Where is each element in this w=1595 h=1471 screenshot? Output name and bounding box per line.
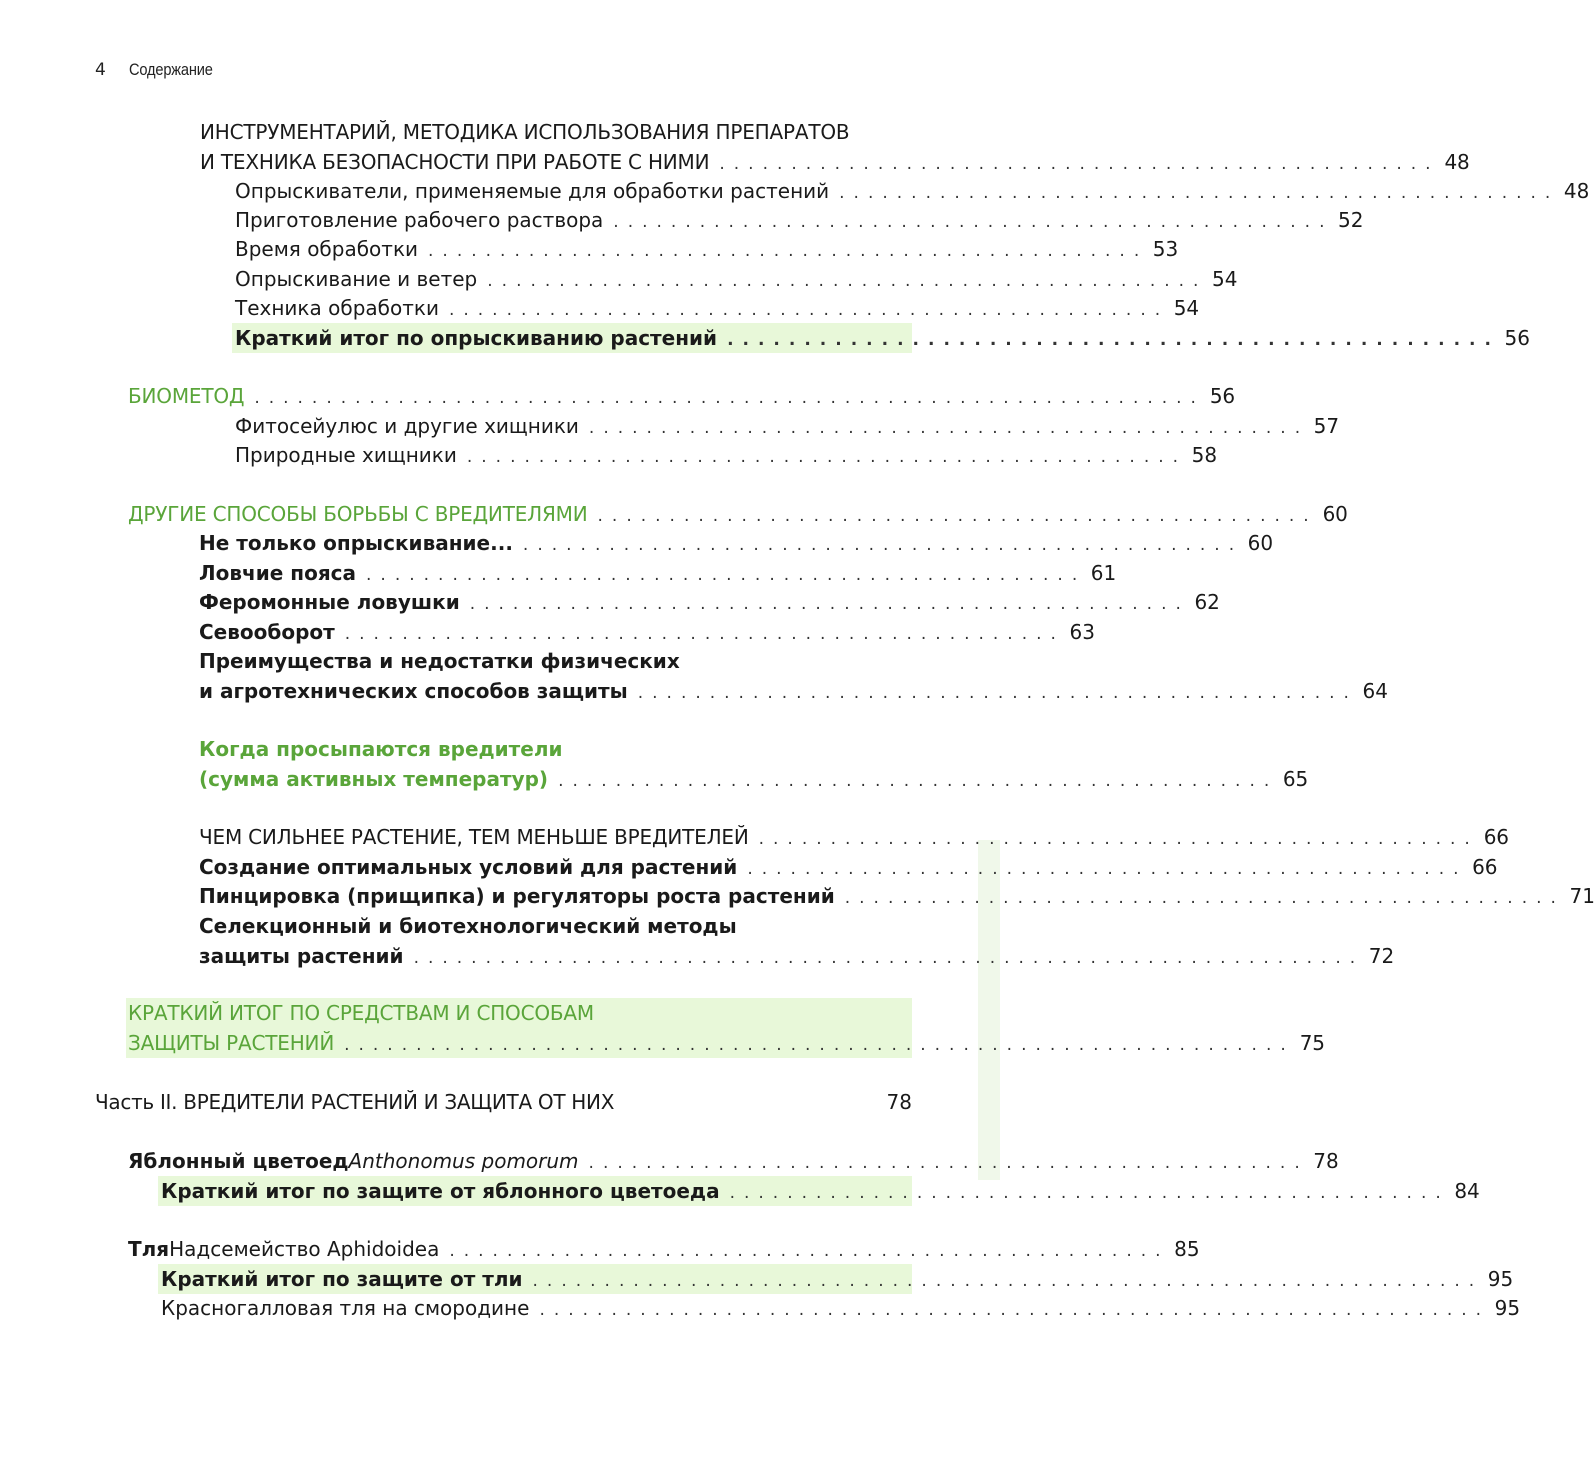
toc-entry-summary[interactable]: Краткий итог по опрыскиванию растений .................................................. 56 — [232, 323, 912, 353]
toc-entry-latin-name: Надсемейство Aphidoidea — [169, 1237, 440, 1261]
toc-page-number: 65 — [1282, 767, 1309, 791]
toc-page-number: 48 — [1563, 179, 1590, 203]
toc-entry[interactable]: Преимущества и недостатки физических и агротехнических способов защиты .................................................. 64 — [199, 646, 912, 706]
toc-entry-title: Фитосейулюс и другие хищники — [235, 414, 579, 438]
toc-entry-title: Севооборот — [199, 620, 335, 644]
toc-entry-title: (сумма активных температур) — [199, 767, 549, 791]
toc-entry-title: Яблонный цветоед — [128, 1149, 349, 1173]
toc-entry-title: КРАТКИЙ ИТОГ ПО СРЕДСТВАМ И СПОСОБАМ — [128, 1001, 594, 1025]
toc-part-heading[interactable] — [95, 1087, 912, 1117]
toc-entry-summary[interactable]: Краткий итог по защите от тли .................................................................. 95 — [158, 1264, 912, 1294]
page-title: Содержание — [128, 60, 213, 79]
page-header — [95, 60, 226, 80]
toc-page-number: 57 — [1313, 414, 1340, 438]
toc-page-number: 95 — [1494, 1296, 1521, 1320]
toc-page-number: 64 — [1362, 679, 1388, 703]
toc-entry-title: ЗАЩИТЫ РАСТЕНИЙ — [128, 1031, 335, 1055]
toc-page-number: 78 — [886, 1090, 912, 1114]
toc-page-number: 72 — [1368, 944, 1395, 968]
toc-page-number: 52 — [1338, 208, 1364, 232]
toc-entry-title: Создание оптимальных условий для растений — [199, 855, 738, 879]
toc-entry-latin-name: Anthonomus pomorum — [348, 1149, 579, 1173]
toc-entry-title: Приготовление рабочего раствора — [235, 208, 604, 232]
toc-entry-title: Преимущества и недостатки физических — [199, 649, 680, 673]
toc-entry[interactable]: Фитосейулюс и другие хищники .................................................. 57 — [235, 411, 912, 441]
toc-entry[interactable]: Тля Надсемейство Aphidoidea .................................................. 85 — [128, 1234, 912, 1264]
toc-entry-title: ДРУГИЕ СПОСОБЫ БОРЬБЫ С ВРЕДИТЕЛЯМИ — [128, 502, 588, 526]
toc-page-number: 62 — [1194, 590, 1220, 614]
page-number: 4 — [95, 60, 106, 80]
toc-entry-title: и агротехнических способов защиты — [199, 679, 628, 703]
toc-entry[interactable]: Приготовление рабочего раствора .................................................. 52 — [235, 205, 912, 235]
toc-entry-title: БИОМЕТОД — [128, 384, 245, 408]
toc-entry[interactable]: Когда просыпаются вредители (сумма активных температур) .................................................. 65 — [199, 734, 912, 794]
toc-entry-summary[interactable]: КРАТКИЙ ИТОГ ПО СРЕДСТВАМ И СПОСОБАМ ЗАЩИТЫ РАСТЕНИЙ .................................................................. 75 — [126, 998, 912, 1058]
toc-entry[interactable]: Ловчие пояса .................................................. 61 — [199, 558, 912, 588]
toc-entry-title: ИНСТРУМЕНТАРИЙ, МЕТОДИКА ИСПОЛЬЗОВАНИЯ ПРЕПАРАТОВ — [200, 120, 850, 144]
toc-page-number: 56 — [1209, 384, 1235, 408]
toc-page-number: 60 — [1322, 502, 1348, 526]
toc-entry[interactable]: Не только опрыскивание... .................................................. 60 — [199, 528, 912, 558]
toc-entry-title: Когда просыпаются вредители — [199, 737, 563, 761]
toc-entry-section[interactable]: БИОМЕТОД .................................................................. 56 — [128, 381, 912, 411]
toc-entry-title: Не только опрыскивание... — [199, 531, 513, 555]
toc-page-number: 84 — [1454, 1179, 1480, 1203]
toc-entry-title: ЧЕМ СИЛЬНЕЕ РАСТЕНИЕ, ТЕМ МЕНЬШЕ ВРЕДИТЕЛЕЙ — [199, 825, 749, 849]
toc-entry-title: Время обработки — [235, 237, 419, 261]
toc-entry-title: Тля — [128, 1237, 170, 1261]
toc-entry[interactable]: Природные хищники .................................................. 58 — [235, 440, 912, 470]
toc-entry-title: Природные хищники — [235, 443, 457, 467]
toc-entry-title: Краткий итог по опрыскиванию растений — [235, 326, 718, 350]
toc-entry[interactable]: Яблонный цветоед Anthonomus pomorum .................................................. 78 — [128, 1146, 912, 1176]
toc-entry-title: Феромонные ловушки — [199, 590, 460, 614]
toc-entry[interactable]: Пинцировка (прищипка) и регуляторы роста растений .................................................. 71 — [199, 881, 912, 911]
toc-page-number: 66 — [1472, 855, 1498, 879]
toc-page-number: 54 — [1212, 267, 1238, 291]
toc-entry[interactable]: Опрыскивание и ветер .................................................. 54 — [235, 264, 912, 294]
toc-entry-summary[interactable]: Краткий итог по защите от яблонного цветоеда .................................................. 84 — [158, 1176, 912, 1206]
toc-entry[interactable]: ИНСТРУМЕНТАРИЙ, МЕТОДИКА ИСПОЛЬЗОВАНИЯ ПРЕПАРАТОВ И ТЕХНИКА БЕЗОПАСНОСТИ ПРИ РАБОТЕ С НИМИ .................................................. 48 — [200, 117, 912, 177]
toc-entry[interactable]: Техника обработки .................................................. 54 — [235, 293, 912, 323]
toc-entry[interactable]: Создание оптимальных условий для растений .................................................. 66 — [199, 852, 912, 882]
toc-page-number: 53 — [1152, 237, 1179, 261]
toc-entry-title: Селекционный и биотехнологический методы — [199, 914, 737, 938]
toc-page-number: 85 — [1174, 1237, 1200, 1261]
toc-entry[interactable]: Красногалловая тля на смородине .................................................................. 95 — [161, 1293, 912, 1323]
toc-page-number: 58 — [1191, 443, 1218, 467]
toc-entry-title: Ловчие пояса — [199, 561, 357, 585]
toc-page-number: 66 — [1483, 825, 1509, 849]
toc-entry-title: И ТЕХНИКА БЕЗОПАСНОСТИ ПРИ РАБОТЕ С НИМИ — [200, 150, 710, 174]
toc-entry[interactable]: Феромонные ловушки .................................................. 62 — [199, 587, 912, 617]
toc-entry[interactable]: Опрыскиватели, применяемые для обработки растений .................................................. 48 — [235, 176, 912, 206]
toc-page-number: 95 — [1487, 1267, 1514, 1291]
toc-page-number: 61 — [1090, 561, 1117, 585]
toc-entry-title: защиты растений — [199, 944, 404, 968]
toc-page-number: 60 — [1247, 531, 1274, 555]
toc-page-number: 78 — [1313, 1149, 1339, 1173]
toc-page-number: 54 — [1173, 296, 1200, 320]
toc-entry-title: Часть II. ВРЕДИТЕЛИ РАСТЕНИЙ И ЗАЩИТА ОТ НИХ — [95, 1090, 615, 1114]
toc-entry[interactable]: Севооборот .................................................. 63 — [199, 617, 912, 647]
toc-entry-section[interactable]: ДРУГИЕ СПОСОБЫ БОРЬБЫ С ВРЕДИТЕЛЯМИ .................................................. 60 — [128, 499, 912, 529]
toc-entry-title: Краткий итог по защите от яблонного цветоеда — [161, 1179, 720, 1203]
toc-entry-title: Опрыскиватели, применяемые для обработки растений — [235, 179, 830, 203]
toc-entry-title: Техника обработки — [235, 296, 439, 320]
toc-entry[interactable]: Селекционный и биотехнологический методы защиты растений .................................................................. 72 — [199, 911, 912, 971]
toc-entry-title: Красногалловая тля на смородине — [161, 1296, 530, 1320]
toc-entry-title: Опрыскивание и ветер — [235, 267, 478, 291]
toc-entry[interactable]: ЧЕМ СИЛЬНЕЕ РАСТЕНИЕ, ТЕМ МЕНЬШЕ ВРЕДИТЕЛЕЙ .................................................. 66 — [199, 822, 912, 852]
toc-entry[interactable]: Время обработки .................................................. 53 — [235, 234, 912, 264]
toc-page-number: 63 — [1069, 620, 1095, 644]
toc-page-number: 75 — [1299, 1031, 1325, 1055]
toc-entry-title: Краткий итог по защите от тли — [161, 1267, 523, 1291]
toc-page-number: 48 — [1444, 150, 1470, 174]
toc-page-number: 56 — [1504, 326, 1530, 350]
toc-entry-title: Пинцировка (прищипка) и регуляторы роста растений — [199, 884, 835, 908]
toc-page-number: 71 — [1569, 884, 1595, 908]
